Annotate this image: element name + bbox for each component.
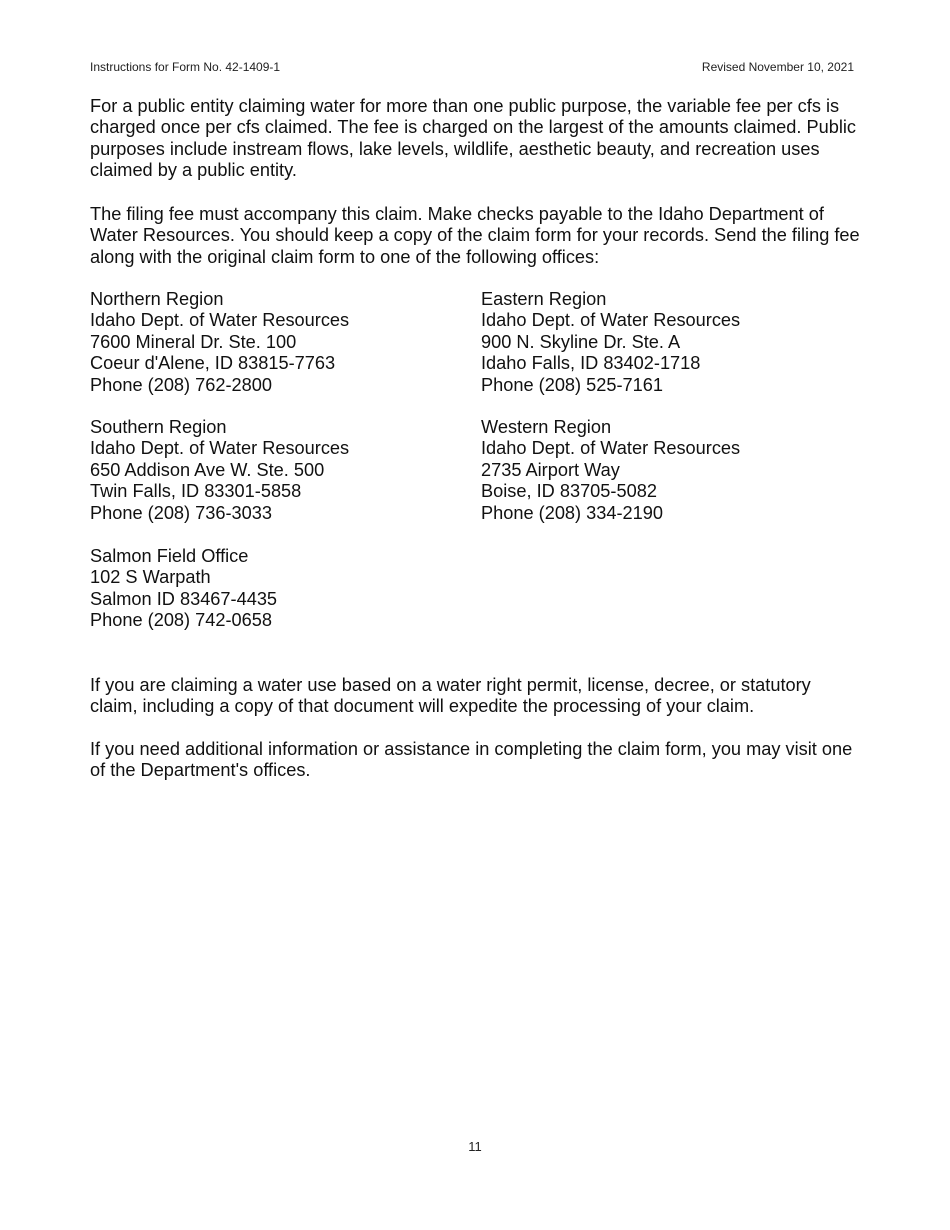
office-western-region [481, 417, 740, 524]
office-address: 7600 Mineral Dr. Ste. 100 [90, 331, 297, 352]
office-eastern-region [481, 289, 740, 396]
filing-fee-paragraph: The filing fee must accompany this claim. Make checks payable to the Idaho Department of Water Resources. You should keep a copy of the claim form for your records. Send the filing fee along with the original claim form to one of the following offices: [90, 204, 860, 267]
office-agency: Idaho Dept. of Water Resources [481, 310, 741, 331]
office-city: Boise, ID 83705-5082 [481, 481, 657, 502]
public-entity-fee-paragraph: For a public entity claiming water for more than one public purpose, the variable fee per cfs is charged once per cfs claimed. The fee is charged on the largest of the amounts claimed. Public purposes include instream flows, lake levels, wildlife, aesthetic beauty, and recreation uses claimed by a public entity. [90, 96, 856, 181]
office-agency: Idaho Dept. of Water Resources [481, 438, 741, 459]
page-number: 11 [468, 1139, 482, 1154]
office-name: Northern Region [90, 289, 224, 309]
office-city: Coeur d'Alene, ID 83815-7763 [90, 353, 336, 374]
office-address: 900 N. Skyline Dr. Ste. A [481, 331, 681, 352]
office-phone: Phone (208) 742-0658 [90, 610, 273, 631]
office-city: Twin Falls, ID 83301-5858 [90, 481, 302, 502]
office-southern-region [90, 417, 349, 524]
office-name: Salmon Field Office [90, 546, 249, 566]
office-phone: Phone (208) 334-2190 [481, 502, 664, 523]
office-northern-region [90, 289, 349, 396]
office-agency: Idaho Dept. of Water Resources [90, 438, 350, 459]
additional-information-paragraph: If you need additional information or assistance in completing the claim form, you may visit one of the Department's offices. [90, 739, 853, 781]
form-number: Instructions for Form No. 42-1409-1 [90, 60, 281, 74]
office-phone: Phone (208) 736-3033 [90, 502, 273, 523]
water-right-document-paragraph: If you are claiming a water use based on a water right permit, license, decree, or statutory claim, including a copy of that document will expedite the processing of your claim. [90, 675, 811, 717]
office-name: Eastern Region [481, 289, 607, 309]
revision-date: Revised November 10, 2021 [701, 60, 854, 74]
office-phone: Phone (208) 762-2800 [90, 374, 273, 395]
office-name: Western Region [481, 417, 612, 437]
office-salmon-field-office [90, 546, 277, 632]
office-city: Idaho Falls, ID 83402-1718 [481, 353, 701, 374]
office-phone: Phone (208) 525-7161 [481, 374, 664, 395]
page-header [90, 60, 854, 74]
office-address: 102 S Warpath [90, 567, 211, 588]
office-city: Salmon ID 83467-4435 [90, 588, 278, 609]
office-name: Southern Region [90, 417, 227, 437]
office-agency: Idaho Dept. of Water Resources [90, 310, 350, 331]
office-address: 650 Addison Ave W. Ste. 500 [90, 459, 325, 480]
office-address: 2735 Airport Way [481, 459, 620, 480]
